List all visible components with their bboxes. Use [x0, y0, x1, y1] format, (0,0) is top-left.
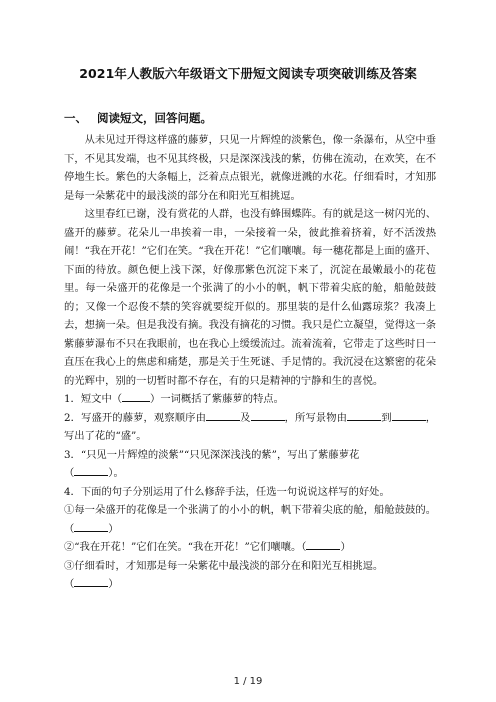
answer-blank[interactable]: [347, 409, 381, 421]
answer-blank[interactable]: [392, 409, 426, 421]
answer-blank[interactable]: [251, 409, 285, 421]
question-2: 2．写盛开的藤萝，观察顺序由 及 ，所写景物由 到 ，写出了花的“盛”。: [64, 409, 436, 446]
document-title: 2021年人教版六年级语文下册短文阅读专项突破训练及答案: [79, 66, 417, 81]
passage-paragraph: 从未见过开得这样盛的藤萝，只见一片辉煌的淡紫色，像一条瀑布，从空中垂下，不见其发端，也不见其终极，只是深深浅浅的紫，仿佛在流动，在欢笑，在不停地生长。紫色的大条幅上，泛着点点银光，就像迸溅的水花。仔细看时，才知那是每一朵紫花中的最浅淡的部分在和阳光互相挑逗。: [64, 134, 436, 202]
document-body: [64, 131, 436, 594]
answer-blank[interactable]: [206, 409, 240, 421]
question-1: 1．短文中（ ）一词概括了紫藤萝的特点。: [64, 390, 436, 409]
answer-blank[interactable]: [74, 575, 108, 587]
section-number: 一、: [64, 111, 87, 125]
question-4-sentence-2: ②“我在开花！”它们在笑。“我在开花！”它们嚷嚷。（ ）: [64, 538, 436, 557]
section-heading: [64, 110, 212, 126]
passage-paragraph: 这里春红已谢，没有赏花的人群，也没有蜂围蝶阵。有的就是这一树闪光的、盛开的藤萝。花朵儿一串挨着一串，一朵接着一朵，彼此推着挤着，好不活泼热闹！“我在开花！”它们在笑。“我在开花！”它们嚷嚷。每一穗花都是上面的盛开、下面的待放。颜色便上浅下深，好像那紫色沉淀下来了，沉淀在最嫩最小的花苞里。每一朵盛开的花像是一个张满了的小小的帆，帆下带着尖底的舱，船舱鼓鼓的；又像一个忍俊不禁的笑容就要绽开似的。那里装的是什么仙露琼浆？我凑上去，想摘一朵。但是我没有摘。我没有摘花的习惯。我只是伫立凝望，觉得这一条紫藤萝瀑布不只在我眼前，也在我心上缓缓流过。流着流着，它带走了这些时日一直压在我心上的焦虑和痛楚，那是关于生死谜、手足情的。我沉浸在这繁密的花朵的光辉中，别的一切暂时都不存在，有的只是精神的宁静和生的喜悦。: [64, 208, 436, 387]
section-heading-text: 阅读短文，回答问题。: [97, 111, 212, 125]
answer-blank[interactable]: [122, 390, 150, 402]
answer-blank[interactable]: [74, 464, 108, 476]
question-4-sentence-1: ①每一朵盛开的花像是一个张满了的小小的帆，帆下带着尖底的舱，船舱鼓鼓的。（ ）: [64, 504, 436, 535]
answer-blank[interactable]: [74, 520, 108, 532]
question-4: 4．下面的句子分别运用了什么修辞手法，任选一句说说这样写的好处。: [64, 485, 390, 498]
page-number: 1 / 19: [233, 676, 263, 687]
answer-blank[interactable]: [306, 538, 340, 550]
question-4-sentence-3: ③仔细看时，才知那是每一朵紫花中最浅淡的部分在和阳光互相挑逗。 （ ）: [64, 559, 384, 590]
question-3: 3．“只见一片辉煌的淡紫”“只见深深浅浅的紫”，写出了紫藤萝花 （ ）。: [64, 448, 360, 479]
